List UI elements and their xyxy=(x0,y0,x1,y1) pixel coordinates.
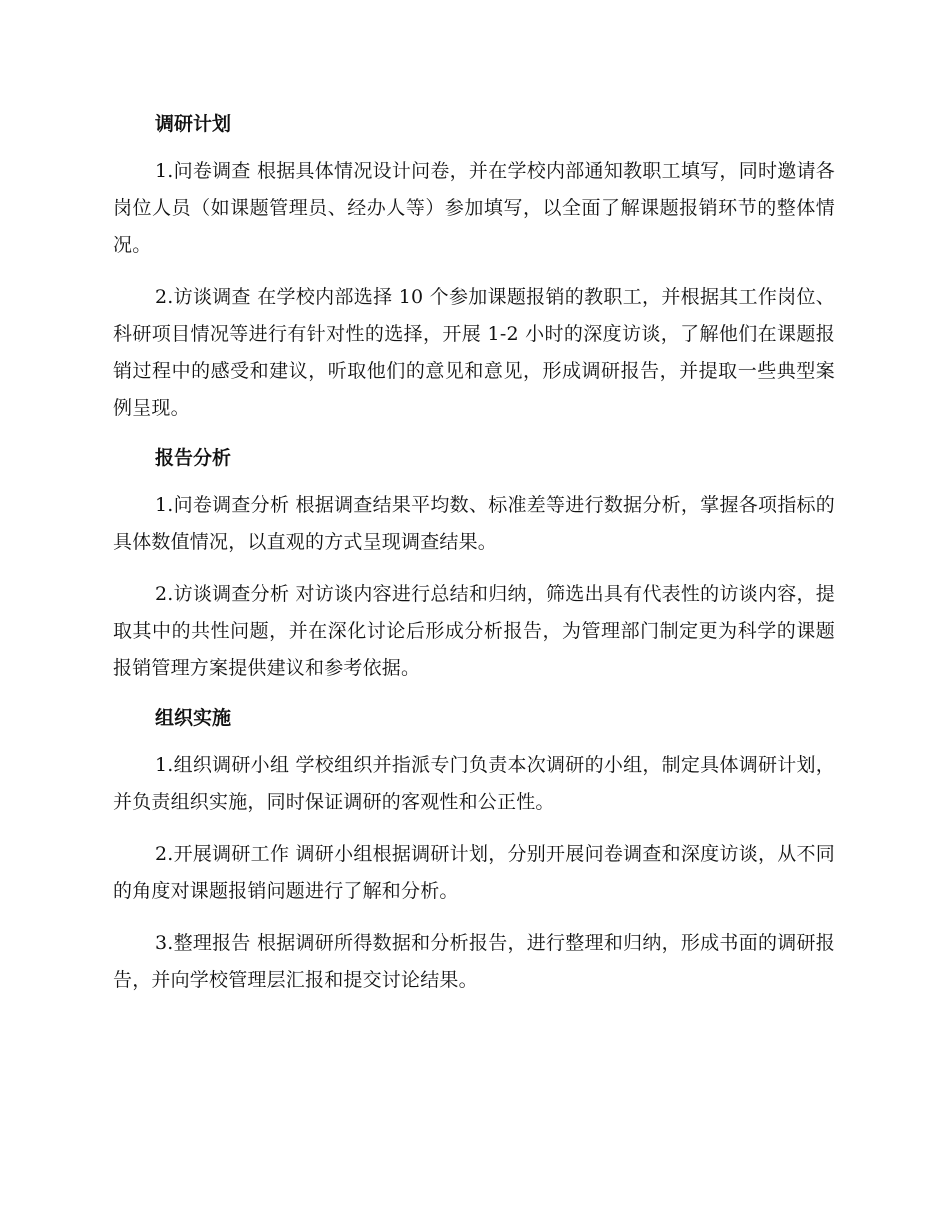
paragraph-text: 根据具体情况设计问卷，并在学校内部通知教职工填写，同时邀请各岗位人员（如课题管理员、经办人等）参加填写，以全面了解课题报销环节的整体情况。 xyxy=(113,160,835,256)
paragraph-text: 根据调查结果平均数、标准差等进行数据分析，掌握各项指标的具体数值情况，以直观的方式呈现调查结果。 xyxy=(113,494,835,553)
section-heading-research-plan: 调研计划 xyxy=(155,113,232,135)
paragraph-lead: 1.问卷调查 xyxy=(155,160,251,182)
document-content xyxy=(113,108,835,1014)
paragraph xyxy=(113,925,835,999)
paragraph-text: 根据调研所得数据和分析报告，进行整理和归纳，形成书面的调研报告，并向学校管理层汇报和提交讨论结果。 xyxy=(113,932,835,991)
paragraph xyxy=(113,836,835,910)
paragraph-text: 学校组织并指派专门负责本次调研的小组，制定具体调研计划，并负责组织实施，同时保证调研的客观性和公正性。 xyxy=(113,754,835,813)
paragraph-lead: 1.组织调研小组 xyxy=(155,754,290,776)
paragraph-text: 调研小组根据调研计划，分别开展问卷调查和深度访谈，从不同的角度对课题报销问题进行了解和分析。 xyxy=(113,843,835,902)
section-heading-implementation: 组织实施 xyxy=(155,707,232,729)
paragraph-lead: 2.开展调研工作 xyxy=(155,843,290,865)
paragraph xyxy=(113,279,835,427)
paragraph xyxy=(113,153,835,264)
paragraph-lead: 1.问卷调查分析 xyxy=(155,494,290,516)
paragraph-lead: 3.整理报告 xyxy=(155,932,251,954)
paragraph-lead: 2.访谈调查分析 xyxy=(155,583,290,605)
paragraph-text: 对访谈内容进行总结和归纳，筛选出具有代表性的访谈内容，提取其中的共性问题，并在深化讨论后形成分析报告，为管理部门制定更为科学的课题报销管理方案提供建议和参考依据。 xyxy=(113,583,835,679)
paragraph xyxy=(113,487,835,561)
paragraph xyxy=(113,747,835,821)
paragraph xyxy=(113,576,835,687)
section-heading-report-analysis: 报告分析 xyxy=(155,447,232,469)
paragraph-text: 在学校内部选择 10 个参加课题报销的教职工，并根据其工作岗位、科研项目情况等进行有针对性的选择，开展 1-2 小时的深度访谈，了解他们在课题报销过程中的感受和建议，听取他们的意见和意见，形成调研报告，并提取一些典型案例呈现。 xyxy=(113,286,835,419)
paragraph-lead: 2.访谈调查 xyxy=(155,286,251,308)
